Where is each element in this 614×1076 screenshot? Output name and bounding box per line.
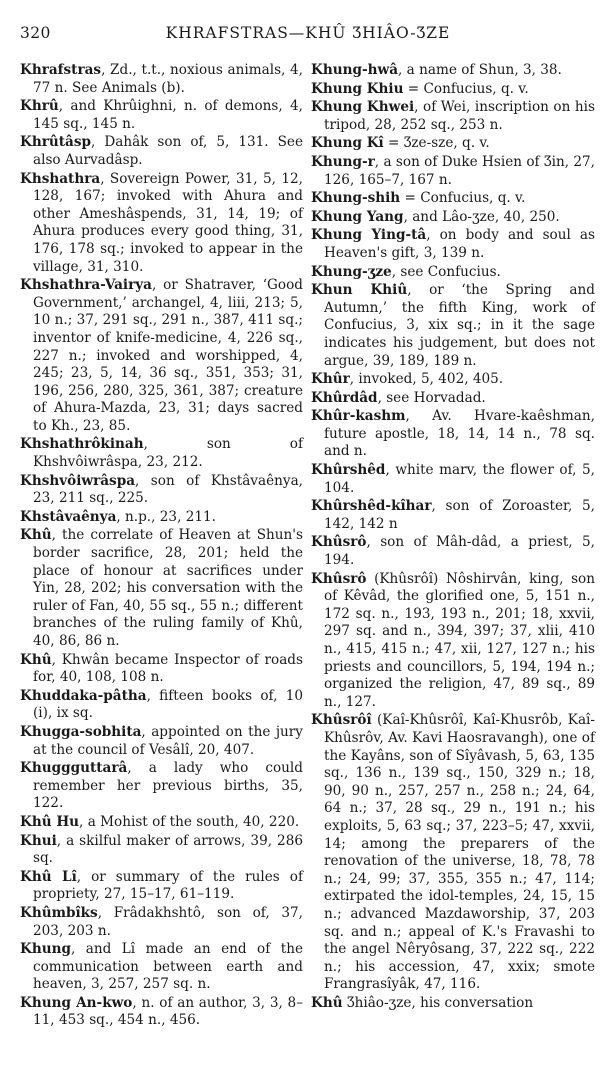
entry-headword: Khung Khiu xyxy=(311,80,404,97)
entry-text: , son of Zoroaster, 5, 142, 142 n xyxy=(324,498,595,532)
entry-text: , of Wei, inscription on his tripod, 28, 252 sq., 253 n. xyxy=(324,99,595,133)
right-column xyxy=(311,62,595,1013)
entry-headword: Khung-shih xyxy=(311,190,401,207)
entry-headword: Khûsrô xyxy=(311,570,367,587)
entry-headword: Khshathra-Vairya xyxy=(20,277,152,294)
entry-headword: Khûrshêd-kîhar xyxy=(311,498,432,515)
index-entry xyxy=(20,473,303,508)
entry-headword: Khû xyxy=(20,651,52,668)
index-entry xyxy=(311,135,595,153)
entry-text: , or Shatraver, ‘Good Government,’ archangel, 4, liii, 213; 5, 10 n.; 37, 291 sq., 291 n., 387, 411 sq.; inventor of knife-medicine, 4, 226 sq., 227 n.; invoked and worshipped, 4, 245; 23, 5, 14, 36 sq., 351, 353; 31, 196, 256, 280, 325, 361, 387; creature of Ahura-Mazda, 23, 31; days sacred to Kh., 23, 85. xyxy=(33,277,303,434)
entry-text: , and Khrûighni, n. of demons, 4, 145 sq., 145 n. xyxy=(33,98,303,132)
entry-headword: Khû xyxy=(20,527,52,544)
entry-text: Ӡhiâo-ӡze, his conversation xyxy=(342,994,534,1011)
entry-headword: Khshvôiwrâspa xyxy=(20,472,136,489)
index-entry xyxy=(20,171,303,277)
index-entry xyxy=(311,995,595,1013)
index-entry xyxy=(311,99,595,134)
index-entry xyxy=(311,712,595,994)
entry-text: , n.p., 23, 211. xyxy=(116,508,216,525)
entry-text: , Zd., t.t., noxious animals, 4, 77 n. See Animals (b). xyxy=(33,62,303,96)
entry-headword: Khugga-sobhita xyxy=(20,723,142,740)
entry-text: , invoked, 5, 402, 405. xyxy=(349,371,504,388)
index-entry xyxy=(20,652,303,687)
index-entry xyxy=(311,371,595,389)
entry-text: , Dahâk son of, 5, 131. See also Aurvadâsp. xyxy=(33,134,303,168)
index-entry xyxy=(20,509,303,527)
entry-headword: Khshathrôkinah xyxy=(20,436,144,453)
entry-text: , Frâdakhshtô, son of, 37, 203, 203 n. xyxy=(33,904,303,939)
index-entry xyxy=(20,941,303,994)
entry-headword: Khûr xyxy=(311,371,350,388)
entry-headword: Khung Ying-tâ xyxy=(311,227,427,244)
entry-text: , son of Khshvôiwrâspa, 23, 212. xyxy=(33,436,303,471)
entry-text: , Av. Hvare-kaêshman, future apostle, 18, 14, 14 n., 78 sq. and n. xyxy=(324,408,595,460)
entry-headword: Khûr-kashm xyxy=(311,408,406,425)
entry-text: , Khwân became Inspector of roads for, 40, 108, 108 n. xyxy=(33,651,303,686)
index-entry xyxy=(20,905,303,940)
page-header xyxy=(20,24,596,46)
entry-text: , son of Khstâvaênya, 23, 211 sq., 225. xyxy=(33,472,303,507)
index-entry xyxy=(20,724,303,759)
entry-headword: Khû Hu xyxy=(20,813,80,830)
entry-text: , white marv, the flower of, 5, 104. xyxy=(324,462,595,496)
entry-text: , on body and soul as Heaven's gift, 3, 139 n. xyxy=(324,227,595,261)
entry-text: , son of Mâh-dâd, a priest, 5, 194. xyxy=(324,534,595,569)
entry-text: = Ӡze-sze, q. v. xyxy=(383,135,490,152)
entry-headword: Khung-r xyxy=(311,153,375,170)
entry-headword: Khung Khwei xyxy=(311,99,415,116)
entry-headword: Khûmbîks xyxy=(20,904,98,921)
entry-text: , n. of an author, 3, 3, 8–11, 453 sq., 454 n., 456. xyxy=(33,994,303,1029)
entry-headword: Khstâvaênya xyxy=(20,508,117,525)
entry-text: = Confucius, q. v. xyxy=(403,80,529,97)
entry-headword: Khûsrô xyxy=(311,534,367,551)
entry-headword: Khung-hwâ xyxy=(311,62,399,78)
entry-text: , a skilful maker of arrows, 39, 286 sq. xyxy=(33,832,303,867)
index-entry xyxy=(311,534,595,569)
index-entry xyxy=(311,462,595,497)
entry-headword: Khuddaka-pâtha xyxy=(20,687,147,704)
entry-headword: Khung xyxy=(20,941,71,958)
running-head: KHRAFSTRAS—KHÛ ӠHIÂO-ӠZE xyxy=(165,24,451,42)
index-entry xyxy=(20,98,303,133)
entry-headword: Khung Yang xyxy=(311,208,404,225)
entry-headword: Khûrshêd xyxy=(311,462,386,479)
index-entry xyxy=(20,869,303,904)
index-entry xyxy=(20,277,303,435)
index-entry xyxy=(20,134,303,169)
entry-headword: Khrû xyxy=(20,98,59,115)
index-entry xyxy=(311,571,595,712)
index-entry xyxy=(311,390,595,408)
index-entry xyxy=(20,62,303,97)
index-entry xyxy=(311,227,595,262)
index-entry xyxy=(311,62,595,80)
entry-text: (Khûsrôî) Nôshirvân, king, son of Kêvâd, the glorified one, 5, 151 n., 172 sq. n., 193, 193 n., 201; 18, xxvii, 297 sq. and n., 394, 397; 37, xlii, 410 n., 415, 415 n.; 47, xii, 127, 127 n.; his priests and councillors, 5, 194, 194 n.; organized the religion, 47, 89 sq., 89 n., 127. xyxy=(324,570,595,710)
entry-headword: Khshathra xyxy=(20,170,101,187)
index-entry xyxy=(20,436,303,471)
entry-headword: Khuggguttarâ xyxy=(20,760,128,777)
entry-text: , a Mohist of the south, 40, 220. xyxy=(79,813,300,830)
index-entry xyxy=(311,498,595,533)
entry-text: (Kaî-Khûsrôî, Kaî-Khusrôb, Kaî-Khûsrôv, Av. Kavi Haosravangh), one of the Kayâns, son of Sîyâvash, 5, 63, 135 sq., 136 n., 139 sq., 150, 329 n.; 18, 90, 90 n., 257, 257 n., 258 n.; 24, 64, 64 n.; 37, 28 sq., 29 n., 191 n.; his exploits, 5, 63 sq.; 37, 223–5; 47, xxvii, 14; among the preparers of the renovation of the universe, 18, 78, 78 n.; 24, 99; 37, 355, 355 n.; 47, 114; extirpated the idol-temples, 24, 15, 15 n.; advanced Mazdaworship, 37, 203 sq. and n.; appeal of K.'s Fravashi to the angel Nêryôsang, 37, 222 sq., 222 n.; his accession, 47, xxix; smote Frangrasîyâk, 47, 116. xyxy=(324,712,595,993)
entry-text: , the correlate of Heaven at Shun's border sacrifice, 28, 201; held the place of honour at sacrifices under Yin, 28, 202; his conversation with the ruler of Fan, 40, 55 sq., 55 n.; different branches of the ruling family of Khû, 40, 86, 86 n. xyxy=(33,527,303,649)
entry-text: , a son of Duke Hsien of Ӡin, 27, 126, 165–7, 167 n. xyxy=(324,153,595,188)
index-entry xyxy=(311,264,595,282)
entry-text: , and Lâo-ӡze, 40, 250. xyxy=(403,208,560,225)
entry-text: , and Lî made an end of the communication between earth and heaven, 3, 257, 257 sq. n. xyxy=(33,941,303,993)
entry-headword: Khung-ӡze xyxy=(311,263,392,280)
entry-headword: Khung An-kwo xyxy=(20,994,133,1011)
entry-text: = Confucius, q. v. xyxy=(400,190,526,207)
index-entry xyxy=(311,408,595,461)
entry-text: , fifteen books of, 10 (i), ix sq. xyxy=(33,687,303,722)
entry-text: , Sovereign Power, 31, 5, 12, 128, 167; invoked with Ahura and other Ameshâspends, 31, 14, 19; of Ahura produces every good thing, 31, 176, 178 sq.; invoked to appear in the village, 31, 310. xyxy=(33,170,303,275)
entry-text: , a lady who could remember her previous births, 35, 122. xyxy=(33,760,303,812)
entry-text: , see Horvadad. xyxy=(377,389,486,406)
index-entry xyxy=(311,209,595,227)
entry-headword: Khun Khiû xyxy=(311,282,408,299)
index-entry xyxy=(20,760,303,813)
index-entry xyxy=(20,814,303,832)
entry-headword: Khûsrôî xyxy=(311,712,372,729)
index-entry xyxy=(311,190,595,208)
index-entry xyxy=(20,688,303,723)
entry-headword: Khrafstras xyxy=(20,62,102,78)
entry-text: , a name of Shun, 3, 38. xyxy=(398,62,562,78)
entry-headword: Khrûtâsp xyxy=(20,134,91,151)
left-column xyxy=(20,62,303,1031)
entry-headword: Khû xyxy=(311,994,343,1011)
entry-headword: Khung Kî xyxy=(311,135,384,152)
index-entry xyxy=(311,154,595,189)
page-number: 320 xyxy=(20,24,51,42)
index-entry xyxy=(20,995,303,1030)
entry-text: , or ‘the Spring and Autumn,’ the fifth King, work of Confucius, 3, xix sq.; in it the sage indicates his judgement, but does not argue, 39, 189, 189 n. xyxy=(324,282,595,369)
index-entry xyxy=(311,81,595,99)
entry-text: , see Confucius. xyxy=(391,263,501,280)
entry-headword: Khû Lî xyxy=(20,868,77,885)
index-entry xyxy=(20,527,303,650)
index-entry xyxy=(20,833,303,868)
entry-text: , appointed on the jury at the council of Vesâlî, 20, 407. xyxy=(33,723,303,758)
index-entry xyxy=(311,282,595,370)
entry-headword: Khui xyxy=(20,832,57,849)
entry-text: , or summary of the rules of propriety, 27, 15–17, 61–119. xyxy=(33,868,303,903)
entry-headword: Khûrdâd xyxy=(311,389,378,406)
